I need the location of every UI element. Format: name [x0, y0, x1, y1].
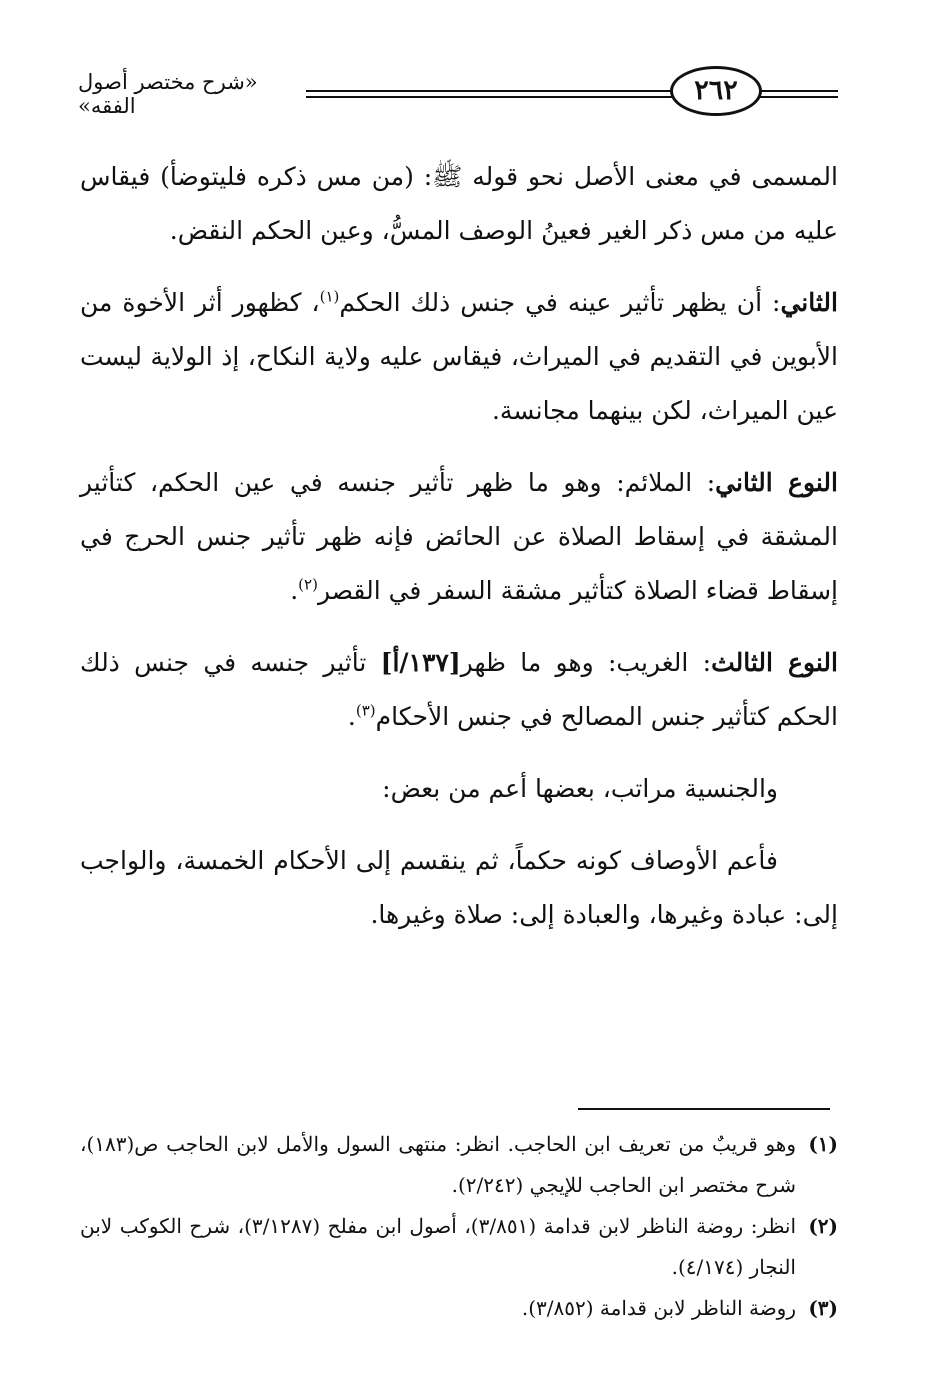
footnote-3-text: روضة الناظر لابن قدامة (٣/٨٥٢). [521, 1296, 796, 1320]
paragraph-4-lead: النوع الثالث [711, 648, 838, 677]
paragraph-3-text-b: . [290, 576, 299, 605]
footnote-ref-2[interactable]: (٢) [298, 575, 318, 594]
footnote-ref-3[interactable]: (٣) [355, 701, 376, 720]
paragraph-3-lead: النوع الثاني [715, 468, 838, 497]
paragraph-2-text-b: ، كظهور أثر الأخوة من الأبوين في التقديم في الميراث، فيقاس عليه ولاية النكاح، إذ الولاية ليست عين الميراث، لكن بينهما مجانسة. [80, 288, 838, 425]
paragraph-3-text-a: : الملائم: وهو ما ظهر تأثير جنسه في عين الحكم، كتأثير المشقة في إسقاط الصلاة عن الحائض فإنه ظهر تأثير جنس الحرج في إسقاط قضاء الصلاة كتأثير مشقة السفر في القصر [80, 468, 838, 605]
main-text [80, 150, 838, 960]
paragraph-5: والجنسية مراتب، بعضها أعم من بعض: [382, 774, 778, 803]
footnote-separator [578, 1108, 830, 1110]
paragraph-2-lead: الثاني [780, 288, 838, 317]
footnote-3-number: (٣) [808, 1296, 838, 1320]
footnote-1-number: (١) [808, 1132, 838, 1156]
header-rule-right [760, 90, 838, 92]
footnote-2-number: (٢) [808, 1214, 838, 1238]
footnote-2-text: انظر: روضة الناظر لابن قدامة (٣/٨٥١)، أصول ابن مفلح (٣/١٢٨٧)، شرح الكوكب لابن النجار (٤/١٧٤). [80, 1214, 796, 1279]
footnote-2 [80, 1206, 838, 1288]
paragraph-6: فأعم الأوصاف كونه حكماً، ثم ينقسم إلى الأحكام الخمسة، والواجب إلى: عبادة وغيرها، والعبادة إلى: صلاة وغيرها. [80, 846, 838, 929]
paragraph-2-text-a: : أن يظهر تأثير عينه في جنس ذلك الحكم [339, 288, 781, 317]
running-title: «شرح مختصر أصول الفقه» [78, 70, 258, 118]
paragraph-4-text-b: تأثير جنسه في جنس ذلك الحكم كتأثير جنس المصالح في جنس الأحكام [80, 648, 838, 731]
paragraph-2 [80, 276, 838, 438]
paragraph-3 [80, 456, 838, 618]
footnotes [80, 1124, 838, 1329]
page-number: ٢٦٢ [670, 66, 762, 116]
paragraph-4 [80, 636, 838, 744]
footnote-1-text: وهو قريبٌ من تعريف ابن الحاجب. انظر: منتهى السول والأمل لابن الحاجب ص(١٨٣)، شرح مختصر ابن الحاجب للإيجي (٢/٢٤٢). [80, 1132, 796, 1197]
paragraph-4-text-a: : الغريب: وهو ما ظهر [460, 648, 712, 677]
footnote-3 [80, 1288, 838, 1329]
header-rule-right-double [760, 96, 838, 98]
paragraph-1: المسمى في معنى الأصل نحو قوله ﷺ: (من مس ذكره فليتوضأ) فيقاس عليه من مس ذكر الغير فعينُ الوصف المسُّ، وعين الحكم النقض. [80, 162, 838, 245]
footnote-ref-1[interactable]: (١) [319, 287, 340, 306]
footnote-1 [80, 1124, 838, 1206]
manuscript-folio-marker: [١٣٧/أ] [380, 648, 461, 677]
paragraph-4-text-c: . [347, 702, 356, 731]
page-header [78, 62, 838, 122]
